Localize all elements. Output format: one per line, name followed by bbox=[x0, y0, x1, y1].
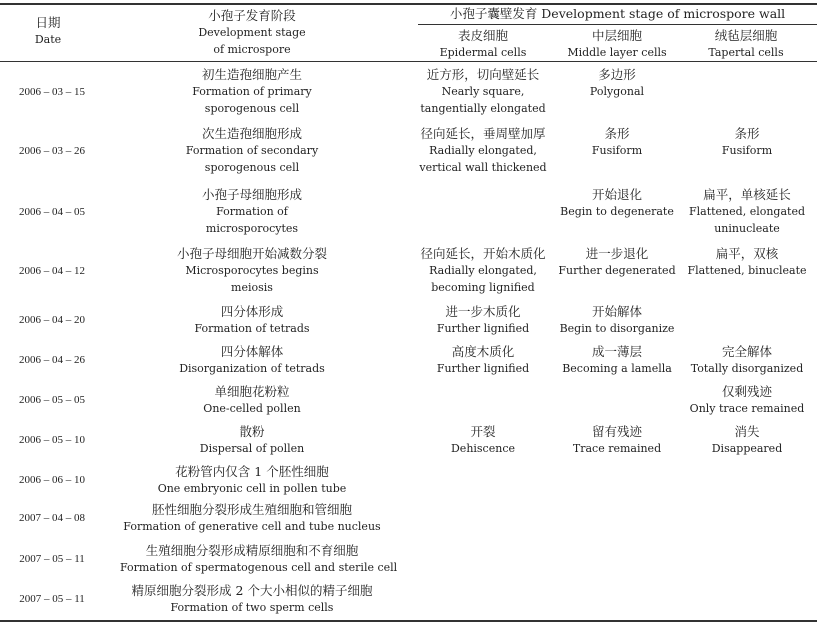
row-stage-cell bbox=[120, 423, 384, 457]
row-stage-line: 四分体解体 bbox=[220, 344, 284, 359]
row-stage-line: Formation of secondary bbox=[185, 144, 319, 157]
row-epi-line: Further lignified bbox=[436, 362, 530, 375]
row-date: 2007 – 04 – 08 bbox=[19, 512, 85, 524]
row-mid-line: 开始退化 bbox=[591, 187, 642, 202]
row-tap-cell bbox=[682, 245, 812, 279]
row-stage-line: 四分体形成 bbox=[220, 304, 284, 319]
row-tap-line: Fusiform bbox=[721, 144, 773, 157]
row-stage-line: One embryonic cell in pollen tube bbox=[157, 482, 347, 495]
row-stage-line: Dispersal of pollen bbox=[199, 442, 305, 455]
row-mid-line: 多边形 bbox=[598, 67, 636, 82]
row-epi-line: 径向延长，垂周壁加厚 bbox=[420, 126, 546, 141]
row-mid-line: Becoming a lamella bbox=[562, 362, 672, 375]
row-tap-line: Disappeared bbox=[711, 442, 783, 455]
row-stage-line: Formation of primary bbox=[192, 85, 312, 98]
row-date: 2006 – 05 – 10 bbox=[19, 434, 85, 446]
wall-span-rule bbox=[418, 24, 817, 25]
header-middle bbox=[550, 27, 684, 61]
header-epidermal bbox=[418, 27, 548, 61]
header-stage-en-1: Development stage bbox=[198, 26, 306, 39]
row-stage-line: sporogenous cell bbox=[204, 102, 300, 115]
header-middle-zh: 中层细胞 bbox=[591, 28, 642, 43]
row-epi-cell bbox=[414, 245, 552, 296]
row-mid-cell bbox=[548, 186, 686, 220]
row-date: 2006 – 06 – 10 bbox=[19, 474, 85, 486]
row-date: 2006 – 04 – 12 bbox=[19, 265, 85, 277]
row-stage-line: One-celled pollen bbox=[203, 402, 301, 415]
row-stage-line: Formation of bbox=[216, 205, 288, 218]
row-epi-line: Radially elongated, bbox=[429, 144, 537, 157]
row-tap-line: 完全解体 bbox=[721, 344, 772, 359]
row-stage-line: Microsporocytes begins bbox=[185, 264, 319, 277]
header-tapetal-zh: 绒毡层细胞 bbox=[714, 28, 778, 43]
row-stage-cell bbox=[120, 125, 384, 176]
row-mid-cell bbox=[548, 343, 686, 377]
row-stage-cell bbox=[120, 383, 384, 417]
row-stage-line: Formation of tetrads bbox=[194, 322, 310, 335]
header-stage-zh: 小孢子发育阶段 bbox=[208, 8, 296, 23]
row-stage-line: sporogenous cell bbox=[204, 161, 300, 174]
row-stage-line: microsporocytes bbox=[205, 222, 299, 235]
row-tap-cell bbox=[682, 125, 812, 159]
row-mid-line: Begin to disorganize bbox=[559, 322, 675, 335]
row-tap-line: Totally disorganized bbox=[690, 362, 804, 375]
row-tap-line: 扁平，双核 bbox=[715, 246, 779, 261]
row-epi-line: 开裂 bbox=[470, 424, 496, 439]
row-date: 2007 – 05 – 11 bbox=[19, 553, 85, 565]
row-mid-cell bbox=[548, 66, 686, 100]
row-stage-line: 花粉管内仅含 1 个胚性细胞 bbox=[175, 464, 329, 479]
header-date bbox=[0, 14, 96, 48]
row-mid-line: 进一步退化 bbox=[585, 246, 649, 261]
row-stage-line: 精原细胞分裂形成 2 个大小相似的精子细胞 bbox=[131, 583, 373, 598]
row-tap-line: Only trace remained bbox=[689, 402, 805, 415]
header-stage bbox=[132, 7, 372, 58]
row-date: 2006 – 03 – 26 bbox=[19, 145, 85, 157]
row-tap-line: uninucleate bbox=[714, 222, 780, 235]
row-epi-line: Further lignified bbox=[436, 322, 530, 335]
row-tap-line: 仅剩残迹 bbox=[721, 384, 772, 399]
row-epi-cell bbox=[414, 343, 552, 377]
row-epi-line: 高度木质化 bbox=[451, 344, 515, 359]
row-mid-line: 开始解体 bbox=[591, 304, 642, 319]
row-date: 2007 – 05 – 11 bbox=[19, 593, 85, 605]
row-epi-line: Radially elongated, bbox=[429, 264, 537, 277]
row-tap-cell bbox=[682, 423, 812, 457]
row-stage-line: 散粉 bbox=[239, 424, 265, 439]
row-stage-cell bbox=[120, 343, 384, 377]
row-stage-cell bbox=[120, 463, 384, 497]
row-tap-line: 条形 bbox=[734, 126, 760, 141]
header-rule bbox=[0, 61, 817, 62]
row-stage-line: 次生造孢细胞形成 bbox=[201, 126, 302, 141]
header-wall-title bbox=[418, 5, 817, 22]
row-tap-line: 扁平，单核延长 bbox=[703, 187, 791, 202]
row-mid-cell bbox=[548, 245, 686, 279]
row-stage-cell bbox=[120, 501, 384, 535]
row-mid-line: Begin to degenerate bbox=[560, 205, 674, 218]
row-mid-line: Trace remained bbox=[572, 442, 662, 455]
row-epi-cell bbox=[414, 423, 552, 457]
row-epi-line: vertical wall thickened bbox=[419, 161, 547, 174]
row-epi-line: tangentially elongated bbox=[420, 102, 546, 115]
row-tap-line: Flattened, elongated bbox=[689, 205, 805, 218]
row-stage-cell bbox=[120, 186, 384, 237]
header-tapetal-en: Tapertal cells bbox=[708, 46, 784, 59]
row-date: 2006 – 03 – 15 bbox=[19, 86, 85, 98]
row-stage-line: Formation of spermatogenous cell and sterile cell bbox=[120, 561, 398, 574]
row-mid-line: Fusiform bbox=[591, 144, 643, 157]
row-stage-line: 小孢子母细胞形成 bbox=[201, 187, 302, 202]
row-stage-line: 初生造孢细胞产生 bbox=[201, 67, 302, 82]
row-epi-line: becoming lignified bbox=[431, 281, 535, 294]
row-stage-cell bbox=[120, 542, 398, 576]
header-date-zh: 日期 bbox=[35, 15, 61, 30]
row-epi-line: 径向延长，开始木质化 bbox=[420, 246, 546, 261]
header-epidermal-zh: 表皮细胞 bbox=[457, 28, 508, 43]
row-mid-cell bbox=[548, 303, 686, 337]
row-date: 2006 – 05 – 05 bbox=[19, 394, 85, 406]
row-mid-cell bbox=[548, 423, 686, 457]
row-date: 2006 – 04 – 05 bbox=[19, 206, 85, 218]
row-stage-line: 小孢子母细胞开始减数分裂 bbox=[176, 246, 327, 261]
header-middle-en: Middle layer cells bbox=[567, 46, 667, 59]
row-stage-line: 生殖细胞分裂形成精原细胞和不育细胞 bbox=[145, 543, 359, 558]
row-stage-line: Disorganization of tetrads bbox=[179, 362, 325, 375]
row-stage-line: Formation of generative cell and tube nucleus bbox=[123, 520, 381, 533]
row-epi-line: 近方形，切向壁延长 bbox=[426, 67, 540, 82]
row-tap-line: 消失 bbox=[734, 424, 760, 439]
row-stage-line: meiosis bbox=[231, 281, 273, 294]
row-epi-line: Nearly square, bbox=[441, 85, 525, 98]
row-stage-cell bbox=[120, 245, 384, 296]
row-epi-cell bbox=[414, 66, 552, 117]
row-mid-line: 成一薄层 bbox=[591, 344, 642, 359]
header-stage-en-2: of microspore bbox=[213, 43, 291, 56]
header-epidermal-en: Epidermal cells bbox=[439, 46, 527, 59]
row-mid-line: 留有残迹 bbox=[591, 424, 642, 439]
bottom-rule bbox=[0, 620, 817, 622]
row-epi-line: Dehiscence bbox=[450, 442, 515, 455]
row-epi-line: 进一步木质化 bbox=[445, 304, 521, 319]
row-stage-line: 胚性细胞分裂形成生殖细胞和管细胞 bbox=[151, 502, 352, 517]
row-epi-cell bbox=[414, 125, 552, 176]
row-tap-cell bbox=[682, 383, 812, 417]
row-tap-cell bbox=[682, 186, 812, 237]
row-mid-line: Further degenerated bbox=[558, 264, 676, 277]
row-epi-cell bbox=[414, 303, 552, 337]
row-mid-cell bbox=[548, 125, 686, 159]
header-wall-title-text: 小孢子囊壁发育 Development stage of microspore wall bbox=[449, 6, 786, 21]
row-stage-cell bbox=[120, 303, 384, 337]
row-stage-line: Formation of two sperm cells bbox=[170, 601, 334, 614]
row-tap-cell bbox=[682, 343, 812, 377]
row-stage-cell bbox=[120, 66, 384, 117]
row-date: 2006 – 04 – 20 bbox=[19, 314, 85, 326]
row-date: 2006 – 04 – 26 bbox=[19, 354, 85, 366]
row-mid-line: Polygonal bbox=[589, 85, 645, 98]
row-stage-cell bbox=[120, 582, 384, 616]
header-date-en: Date bbox=[34, 33, 62, 46]
row-mid-line: 条形 bbox=[604, 126, 630, 141]
row-stage-line: 单细胞花粉粒 bbox=[214, 384, 290, 399]
header-tapetal bbox=[682, 27, 810, 61]
row-tap-line: Flattened, binucleate bbox=[687, 264, 807, 277]
